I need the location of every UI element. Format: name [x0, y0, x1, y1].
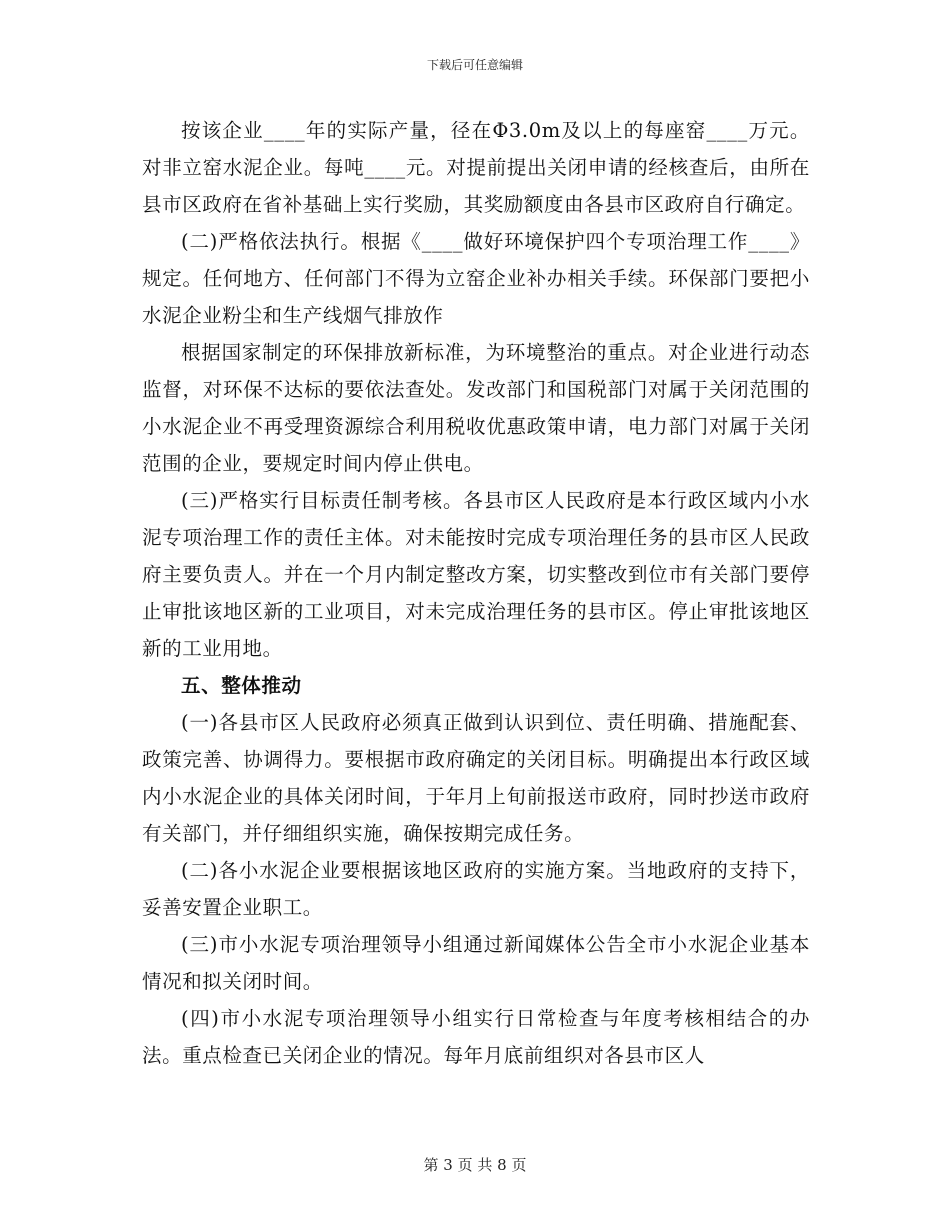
paragraph-emission-standard: 根据国家制定的环保排放新标准，为环境整治的重点。对企业进行动态监督，对环保不达标的要依法查处。发改部门和国税部门对属于关闭范围的小水泥企业不再受理资源综合利用税收优惠政策申请，电力部门对属于关闭范围的企业，要规定时间内停止供电。	[142, 341, 810, 475]
paragraph-responsibility: (三)严格实行目标责任制考核。各县市区人民政府是本行政区域内小水泥专项治理工作的责任主体。对未能按时完成专项治理任务的县市区人民政府主要负责人。并在一个月内制定整改方案，切实整改到位市有关部门要停止审批该地区新的工业项目，对未完成治理任务的县市区。停止审批该地区新的工业用地。	[142, 489, 810, 660]
paragraph-strict-law: (二)严格依法执行。根据《____做好环境保护四个专项治理工作____》规定。任何地方、任何部门不得为立窑企业补办相关手续。环保部门要把小水泥企业粉尘和生产线烟气排放作	[142, 230, 810, 327]
paragraph-inspection: (四)市小水泥专项治理领导小组实行日常检查与年度考核相结合的办法。重点检查已关闭企业的情况。每年月底前组织对各县市区人	[142, 1007, 810, 1067]
paragraph-compensation: 按该企业____年的实际产量，径在Φ3.0m及以上的每座窑____万元。对非立窑水泥企业。每吨____元。对提前提出关闭申请的经核查后，由所在县市区政府在省补基础上实行奖励，其奖励额度由各县市区政府自行确定。	[142, 119, 810, 216]
page-header: 下载后可任意编辑	[426, 58, 523, 72]
page-footer: 第 3 页 共 8 页	[423, 1156, 527, 1174]
paragraph-staff-placement: (二)各小水泥企业要根据该地区政府的实施方案。当地政府的支持下，妥善安置企业职工。	[142, 859, 810, 919]
paragraph-government-duty: (一)各县市区人民政府必须真正做到认识到位、责任明确、措施配套、政策完善、协调得力。要根据市政府确定的关闭目标。明确提出本行政区域内小水泥企业的具体关闭时间，于年月上旬前报送市政府，同时抄送市政府有关部门，并仔细组织实施，确保按期完成任务。	[142, 711, 810, 845]
section-heading: 五、整体推动	[181, 674, 302, 697]
document-body	[142, 112, 810, 1074]
paragraph-public-notice: (三)市小水泥专项治理领导小组通过新闻媒体公告全市小水泥企业基本情况和拟关闭时间。	[142, 933, 810, 993]
